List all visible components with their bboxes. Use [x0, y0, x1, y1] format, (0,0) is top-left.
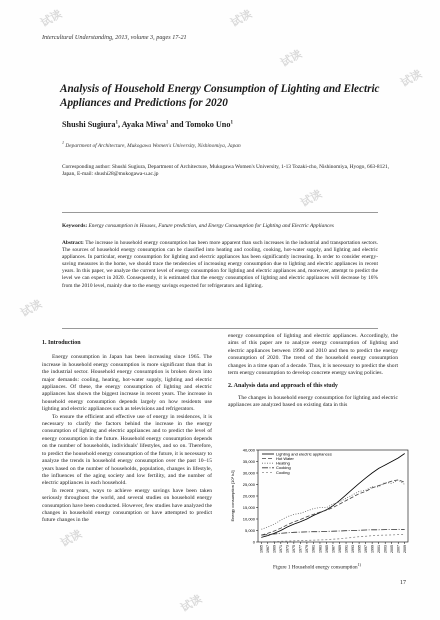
x-tick-label: 1991	[344, 545, 349, 553]
paragraph: The changes in household energy consumption for lighting and electric appliances are analyzed based on existing data in this	[228, 394, 398, 409]
y-tick-label: 30,000	[242, 470, 255, 476]
page-number: 17	[400, 580, 406, 586]
x-tick-label: 2003	[383, 545, 388, 553]
y-tick-label: 0	[252, 539, 255, 545]
figure-caption-text: Figure 1 Household energy consumption	[273, 564, 358, 571]
x-tick-label: 1989	[337, 545, 342, 553]
keywords-label: Keywords:	[62, 223, 88, 229]
x-tick-label: 1969	[272, 545, 277, 553]
watermark: 试读	[398, 67, 425, 90]
corresponding-author: Corresponding author: Shushi Sugiura, Department of Architecture, Mukogawa Women's University, 1-13 Tozaki-cho, Nishinomiya, Hyogo, 663-8121, Japan, E-mail: shushi28@mukogawa-u.ac.jp	[62, 164, 390, 178]
energy-line-chart	[228, 446, 414, 564]
author-sup: 1	[115, 120, 118, 126]
x-tick-label: 2001	[376, 545, 381, 553]
series-line	[261, 480, 404, 535]
journal-citation: Intercultural Understanding, 2013, volume 3, pages 17-21	[42, 34, 187, 41]
author-list	[62, 120, 233, 129]
y-tick-label: 20,000	[242, 493, 255, 499]
x-tick-label: 2005	[389, 545, 394, 553]
x-tick-label: 1999	[370, 545, 375, 553]
author-sup: 1	[165, 120, 169, 126]
abstract	[62, 240, 378, 290]
x-tick-label: 1987	[331, 545, 336, 553]
x-tick-label: 1977	[298, 545, 303, 553]
figure-caption-sup: 1)	[357, 562, 361, 567]
x-tick-label: 1995	[357, 545, 362, 553]
author-name: , Ayaka Miwa	[117, 120, 166, 129]
abstract-label: Abstract:	[62, 240, 84, 246]
y-axis-label: Energy consumption [10⁶ kJ]	[230, 470, 235, 522]
paragraph: Energy consumption in Japan has been increasing since 1965. The increase in household energy consumption is more significant than that in the industrial sector. Household energy consumption is broken down into major demands: cooling, heating, hot-water supply, lighting and electric appliances. Of these, the energy consumption of lighting and electric appliances has shown the biggest increase in recent years. The increase in household energy consumption depends largely on how residents use lighting and electric appliances such as televisions and refrigerators.	[42, 354, 212, 413]
watermark: 试读	[178, 592, 205, 615]
legend-label: Lighting and electric appliances	[276, 451, 332, 457]
y-tick-label: 40,000	[242, 447, 255, 453]
affiliation	[62, 140, 241, 149]
series-line	[261, 529, 404, 535]
spacer	[42, 347, 212, 354]
watermark: 试读	[228, 7, 255, 30]
figure-caption	[232, 562, 402, 571]
y-tick-label: 15,000	[242, 505, 255, 510]
watermark: 试读	[58, 527, 85, 550]
y-tick-label: 25,000	[242, 482, 255, 487]
y-tick-label: 5,000	[244, 528, 255, 533]
x-tick-label: 1983	[318, 545, 323, 553]
left-column	[42, 340, 212, 525]
x-tick-label: 1979	[305, 545, 310, 553]
divider	[62, 212, 378, 213]
paragraph: energy consumption of lighting and electric appliances. Accordingly, the aims of this paper are to analyze energy consumption of lighting and electric appliances between 1990 and 2010 and then to predict the energy consumption of 2020. The trend of the household energy consumption changes in a time span of a decade. Thus, it is necessary to predict the short term energy consumption to develop concrete energy saving policies.	[228, 333, 398, 377]
section-heading: 2. Analysis data and approach of this study	[228, 383, 338, 390]
legend-label: Cooling	[276, 469, 290, 475]
right-column	[228, 333, 398, 410]
x-tick-label: 1993	[350, 545, 355, 553]
author-sup: 1	[230, 120, 233, 126]
y-tick-label: 10,000	[242, 516, 255, 522]
author-name: Shushi Sugiura	[62, 120, 116, 129]
legend-label: Cooking	[276, 465, 291, 471]
x-tick-label: 1965	[259, 545, 264, 553]
x-tick-label: 1981	[311, 545, 316, 553]
abstract-text: The increase in household energy consumption has been more apparent than such increases in the industrial and transportation sectors. The sources of household energy consumption can be classified into heating and cooling, cooking, hot-water supply, and lighting and electric appliances. In particular, energy consumption for lighting and electric appliances has been significantly increasing. In order to consider energy-saving measures in the home, we should trace the tendencies of increasing energy consumption due to lighting and electric appliances in recent years. In this paper, we analyze the current level of energy consumption for lighting and electric appliances and, moreover, attempt to predict the level we can expect in 2020. Consequently, it is estimated that the energy consumption of lighting and electric appliances will decrease by 16% from the 2010 level, mainly due to the energy savings expected for refrigerators and lighting.	[62, 240, 378, 289]
watermark: 试读	[18, 297, 45, 320]
legend-label: Heating	[276, 460, 290, 466]
affiliation-sup: 1	[62, 140, 64, 145]
paper-title: Analysis of Household Energy Consumption of Lighting and Electric Appliances and Predictions for 2020	[60, 83, 380, 109]
section-heading: 1. Introduction	[42, 340, 81, 346]
author-name: and Tomoko Uno	[168, 120, 231, 129]
x-tick-label: 1997	[363, 545, 368, 553]
x-tick-label: 2009	[403, 545, 408, 553]
watermark: 试读	[278, 47, 305, 70]
x-tick-label: 1967	[266, 545, 271, 553]
divider	[62, 328, 378, 329]
x-tick-label: 1973	[285, 545, 290, 553]
paragraph: In recent years, ways to achieve energy savings have been taken seriously throughout the world, and several studies on household energy consumption have been conducted. However, few studies have analyzed the changes in household energy consumption or have attempted to predict future changes in the	[42, 487, 212, 524]
y-tick-label: 35,000	[242, 459, 255, 464]
series-line	[261, 534, 404, 541]
affiliation-text: Department of Architecture, Mukogawa Women's University, Nishinomiya, Japan	[64, 142, 241, 149]
keywords	[62, 223, 392, 229]
watermark: 试读	[298, 187, 325, 210]
series-line	[261, 480, 404, 529]
keywords-text: Energy consumption in Houses, Future prediction, and Energy Consumption for Lighting and Electric Appliances	[87, 223, 334, 229]
x-tick-label: 1971	[279, 545, 284, 553]
x-tick-label: 2007	[396, 545, 401, 553]
watermark: 试读	[38, 7, 65, 30]
legend-label: Hot Water	[276, 456, 294, 461]
x-tick-label: 1985	[324, 545, 329, 553]
x-tick-label: 1975	[292, 545, 297, 553]
paragraph: To ensure the efficient and effective use of energy in residences, it is necessary to clarify the factors behind the increase in the energy consumption of lighting and electric appliances and to predict the level of energy consumption in the future. Household energy consumption depends on the number of households, individuals' lifestyles, and so on. Therefore, to predict the household energy consumption of the future, it is necessary to analyze the trends in household energy consumption over the past 10–15 years based on the number of households, population, changes in lifestyle, the influences of the aging society and low fertility, and the number of electric appliances in each household.	[42, 413, 212, 487]
